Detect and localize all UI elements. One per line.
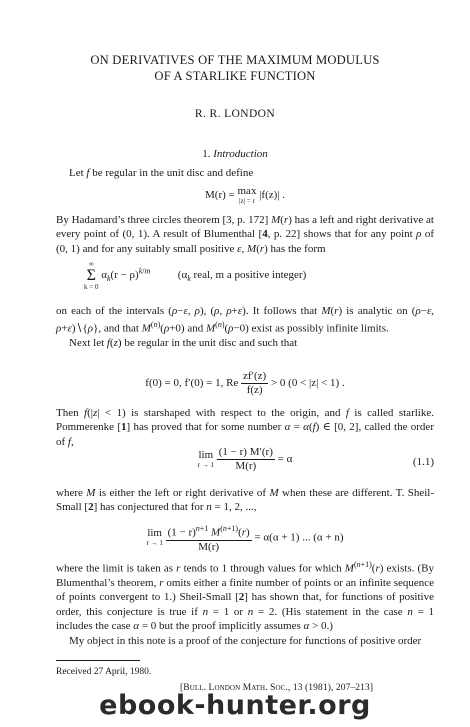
section-heading bbox=[40, 148, 430, 160]
paragraph-7 bbox=[56, 558, 434, 648]
equation-conjecture: lim r → 1 $\frac{(1 - r)^{n+1} M^{(n+1)}(r)}{M(r)}$ = α(α + 1) ... (α + n) bbox=[146, 524, 344, 553]
equation-number-1-1: (1.1) bbox=[412, 456, 434, 468]
title-line-2: OF A STARLIKE FUNCTION bbox=[154, 69, 316, 83]
equation-1-1: lim r → 1 $\frac{(1 - r) M'(r)}{M(r)}$ = α bbox=[197, 446, 293, 472]
footnote-rule bbox=[56, 660, 140, 661]
sum-symbol: ∞ Σ k = 0 bbox=[84, 260, 99, 291]
journal-citation: [Bull. London Math. Soc., 13 (1981), 207–213] bbox=[180, 683, 374, 693]
received-date: Received 27 April, 1980. bbox=[56, 667, 152, 677]
equation-starlike: f(0) = 0, f′(0) = 1, Re $\frac{zf'(z)}{f(z)}$ > 0 (0 < |z| < 1) . bbox=[145, 370, 345, 396]
watermark-logo: ebook-hunter.org bbox=[99, 690, 371, 721]
paragraph-3 bbox=[56, 304, 434, 351]
paragraph-1 bbox=[56, 166, 434, 180]
title-line-1: ON DERIVATIVES OF THE MAXIMUM MODULUS bbox=[90, 53, 380, 67]
paragraph-1-text: Let f be regular in the unit disc and define bbox=[69, 167, 254, 179]
paragraph-2 bbox=[56, 213, 434, 256]
author-name: R. R. LONDON bbox=[194, 108, 276, 120]
paper-title bbox=[40, 52, 430, 84]
paragraph-3-text: on each of the intervals (ρ−ε, ρ), (ρ, ρ+ε). It follows that M(r) is analytic on (ρ−ε, ρ+ε)∖{ρ}, and that $M^{(n)}(\rho+0)$ and $M^{(n)}(\rho-0)$ exist as possibly infinite limits. bbox=[56, 305, 435, 336]
paragraph-5-text: Then f(|z| < 1) is starshaped with respect to the origin, and f is called starlike. Pommerenke [1] has proved that for some number α = α(f) ∈ [0, 2], called the order of f, bbox=[56, 407, 434, 448]
paragraph-6 bbox=[56, 486, 434, 515]
paragraph-8-text: My object in this note is a proof of the conjecture for functions of positive order bbox=[69, 634, 422, 647]
equation-series: ∞ Σ k = 0 $\alpha_k(r - \rho)^{k/m}$ ($\alpha_k$ real, m a positive integer) bbox=[84, 260, 307, 291]
paragraph-5 bbox=[56, 406, 434, 449]
equation-max-modulus: M(r) = max |z| = r |f(z)| . bbox=[205, 185, 285, 205]
paragraph-7-text: where the limit is taken as r tends to 1 through values for which $M^{(n+1)}(r)$ exists. (By Blumenthal’s theorem, r omits either a finite number of points or an infinite sequence of points convergent to 1.) Sheil-Small [2] has shown that, for functions of positive order, this conjecture is true if n = 1 or n = 2. (His statement in the case n = 1 includes the case α = 0 but the proof implicitly assumes α > 0.) bbox=[56, 560, 435, 633]
paragraph-6-text: where M is either the left or right derivative of M when these are different. T. Sheil-Small [2] has conjectured that for n = 1, 2, ..., bbox=[56, 487, 434, 514]
paragraph-2-text: By Hadamard’s three circles theorem [3, p. 172] M(r) has a left and right derivative at every point of (0, 1). A result of Blumenthal [4, p. 22] shows that for any point ρ of (0, 1) and for any suitably small positive ε, M(r) has the form bbox=[56, 214, 434, 255]
section-number: 1. bbox=[202, 148, 211, 160]
paragraph-4-text: Next let f(z) be regular in the unit disc and such that bbox=[69, 337, 298, 350]
section-title: Introduction bbox=[213, 148, 268, 160]
